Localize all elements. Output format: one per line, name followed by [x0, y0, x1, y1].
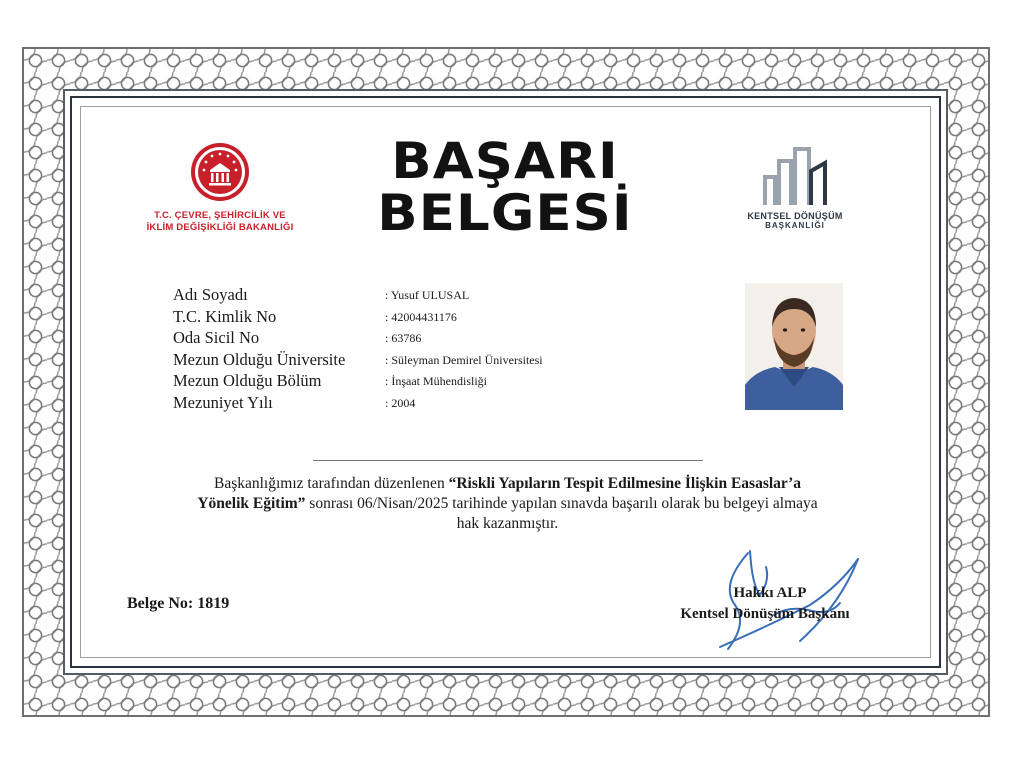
ministry-logo — [140, 140, 300, 234]
signer-title: Kentsel Dönüşüm Başkanı — [680, 606, 850, 622]
kentsel-logo-line2: BAŞKANLIĞI — [765, 221, 825, 230]
kentsel-buildings-icon — [755, 143, 835, 205]
field-value: : 2004 — [385, 395, 416, 410]
field-label: Mezun Olduğu Üniversite — [173, 349, 346, 369]
field-value: : Yusuf ULUSAL — [385, 288, 470, 302]
ministry-emblem-icon — [188, 140, 252, 204]
field-label: Adı Soyadı — [173, 285, 248, 304]
title-line2: BELGESİ — [377, 184, 633, 242]
portrait-photo — [745, 283, 843, 410]
field-label: Mezun Olduğu Bölüm — [173, 371, 322, 390]
field-value: : 42004431176 — [385, 309, 457, 324]
separator-line — [313, 460, 703, 461]
field-label: Mezuniyet Yılı — [173, 392, 273, 412]
certificate-title — [320, 132, 691, 242]
certificate-statement — [190, 474, 825, 534]
ministry-name — [140, 210, 300, 234]
field-label: Oda Sicil No — [173, 328, 260, 347]
field-value: : Süleyman Demirel Üniversitesi — [385, 352, 543, 367]
field-value: : 63786 — [385, 331, 422, 345]
ministry-name-line2: İKLİM DEĞİŞİKLİĞİ BAKANLIĞI — [146, 222, 294, 233]
title-line1: BAŞARI — [391, 132, 619, 190]
field-value: : İnşaat Mühendisliği — [385, 374, 487, 388]
portrait-icon — [745, 283, 843, 410]
field-label: T.C. Kimlik No — [173, 306, 277, 326]
kentsel-logo-line1: KENTSEL DÖNÜŞÜM — [747, 211, 843, 221]
statement-intro: Başkanlığımız tarafından düzenlenen — [214, 475, 449, 492]
signature-icon — [690, 545, 880, 660]
statement-rest: sonrası 06/Nisan/2025 tarihinde yapılan sınavda başarılı olarak bu belgeyi almaya hak kazanmıştır. — [305, 495, 818, 532]
certificate-number: Belge No: 1819 — [127, 595, 230, 612]
kentsel-logo — [745, 143, 845, 230]
ministry-name-line1: T.C. ÇEVRE, ŞEHİRCİLİK VE — [154, 210, 286, 221]
statement-training-name: “Riskli Yapıların Tespit Edilmesine İlişkin Easaslar’a Yönelik Eğitim” — [197, 475, 801, 512]
signer-name: Hakkı ALP — [733, 585, 807, 601]
